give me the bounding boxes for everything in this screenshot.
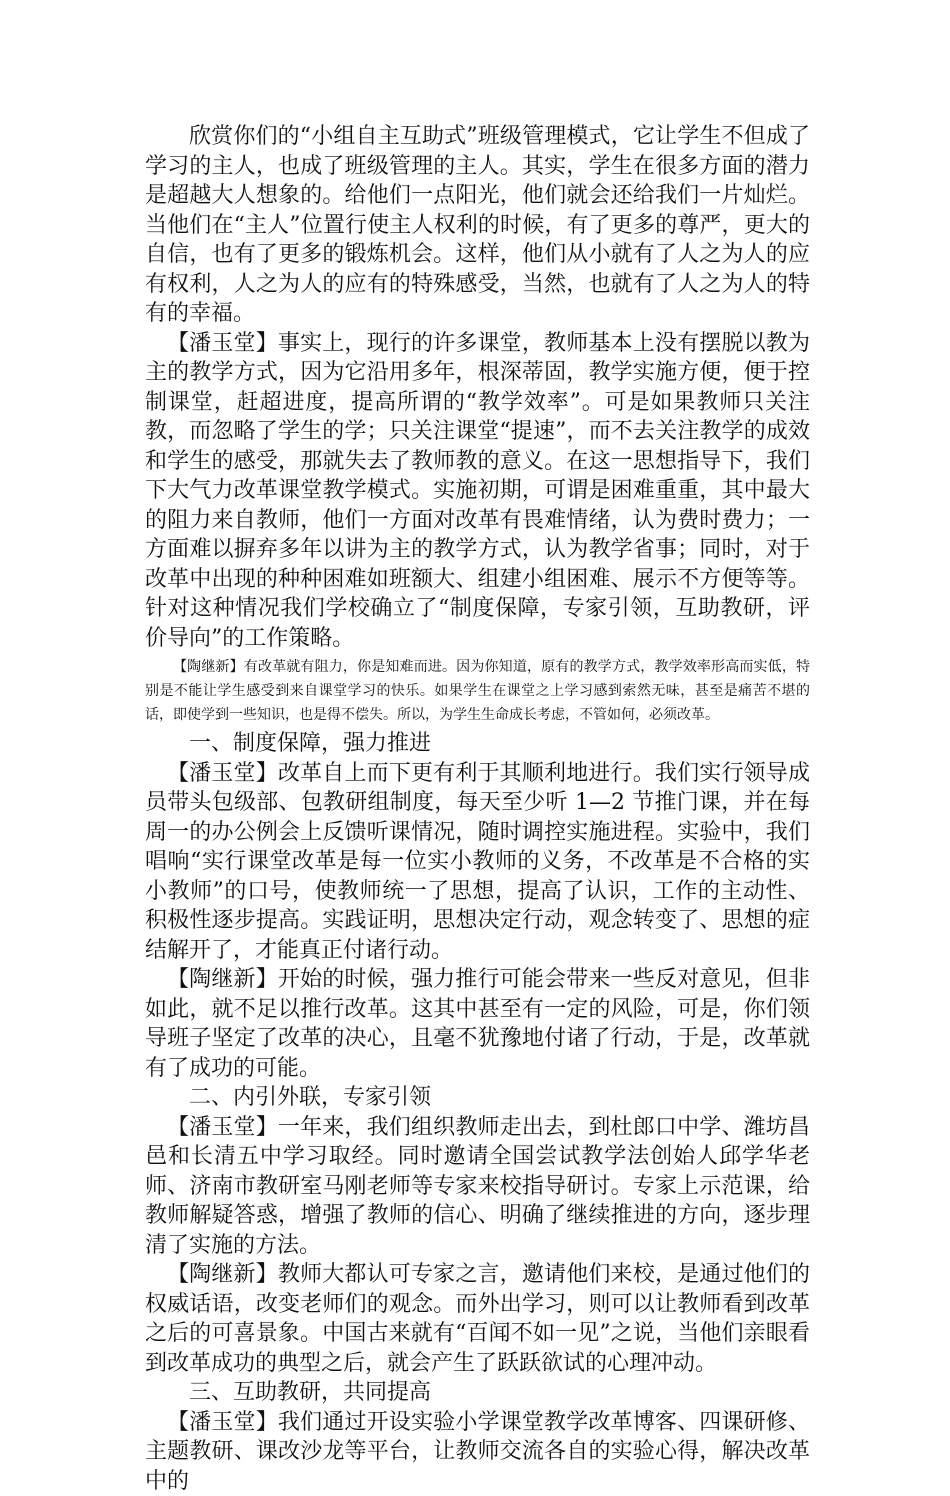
section-heading-3: 三、互助教研，共同提高 [145, 1378, 810, 1408]
paragraph-pan-yutang-2: 【潘玉堂】改革自上而下更有利于其顺利地进行。我们实行领导成员带头包级部、包教研组制度，每天至少听 1—2 节推门课，并在每周一的办公例会上反馈听课情况，随时调控实施进程。实验中，我们唱响“实行课堂改革是每一位实小教师的义务，不改革是不合格的实小教师”的口号，使教师统一了思想，提高了认识，工作的主动性、积极性逐步提高。实践证明，思想决定行动，观念转变了、思想的症结解开了，才能真正付诸行动。 [145, 759, 810, 966]
paragraph-pan-yutang-1: 【潘玉堂】事实上，现行的许多课堂，教师基本上没有摆脱以教为主的教学方式，因为它沿用多年，根深蒂固，教学实施方便，便于控制课堂，赶超进度，提高所谓的“教学效率”。可是如果教师只关注教，而忽略了学生的学；只关注课堂“提速”，而不去关注教学的成效和学生的感受，那就失去了教师教的意义。在这一思想指导下，我们下大气力改革课堂教学模式。实施初期，可谓是困难重重，其中最大的阻力来自教师，他们一方面对改革有畏难情绪，认为费时费力；一方面难以摒弃多年以讲为主的教学方式，认为教学省事；同时，对于改革中出现的种种困难如班额大、组建小组困难、展示不方便等等。针对这种情况我们学校确立了“制度保障，专家引领，互助教研，评价导向”的工作策略。 [145, 329, 810, 654]
paragraph-pan-yutang-4: 【潘玉堂】我们通过开设实验小学课堂教学改革博客、四课研修、主题教研、课改沙龙等平台，让教师交流各自的实验心得，解决改革中的 [145, 1408, 810, 1496]
document-body [145, 122, 810, 1496]
paragraph-tao-jixin-3: 【陶继新】教师大都认可专家之言，邀请他们来校，是通过他们的权威话语，改变老师们的观念。而外出学习，则可以让教师看到改革之后的可喜景象。中国古来就有“百闻不如一见”之说，当他们亲眼看到改革成功的典型之后，就会产生了跃跃欲试的心理冲动。 [145, 1260, 810, 1378]
paragraph-tao-jixin-1: 【陶继新】有改革就有阻力，你是知难而进。因为你知道，原有的教学方式，教学效率形高而实低，特别是不能让学生感受到来自课堂学习的快乐。如果学生在课堂之上学习感到索然无味，甚至是痛苦不堪的话，即使学到一些知识，也是得不偿失。所以，为学生生命成长考虑，不管如何，必须改革。 [145, 655, 810, 727]
paragraph-intro-appreciation: 欣赏你们的“小组自主互助式”班级管理模式，它让学生不但成了学习的主人，也成了班级管理的主人。其实，学生在很多方面的潜力是超越大人想象的。给他们一点阳光，他们就会还给我们一片灿烂。当他们在“主人”位置行使主人权利的时候，有了更多的尊严，更大的自信，也有了更多的锻炼机会。这样，他们从小就有了人之为人的应有权利，人之为人的应有的特殊感受，当然，也就有了人之为人的特有的幸福。 [145, 122, 810, 329]
paragraph-tao-jixin-2: 【陶继新】开始的时候，强力推行可能会带来一些反对意见，但非如此，就不足以推行改革。这其中甚至有一定的风险，可是，你们领导班子坚定了改革的决心，且毫不犹豫地付诸了行动，于是，改革就有了成功的可能。 [145, 965, 810, 1083]
section-heading-1: 一、制度保障，强力推进 [145, 729, 810, 759]
paragraph-pan-yutang-3: 【潘玉堂】一年来，我们组织教师走出去，到杜郎口中学、潍坊昌邑和长清五中学习取经。同时邀请全国尝试教学法创始人邱学华老师、济南市教研室马刚老师等专家来校指导研讨。专家上示范课，给教师解疑答惑，增强了教师的信心、明确了继续推进的方向，逐步理清了实施的方法。 [145, 1113, 810, 1261]
section-heading-2: 二、内引外联，专家引领 [145, 1083, 810, 1113]
